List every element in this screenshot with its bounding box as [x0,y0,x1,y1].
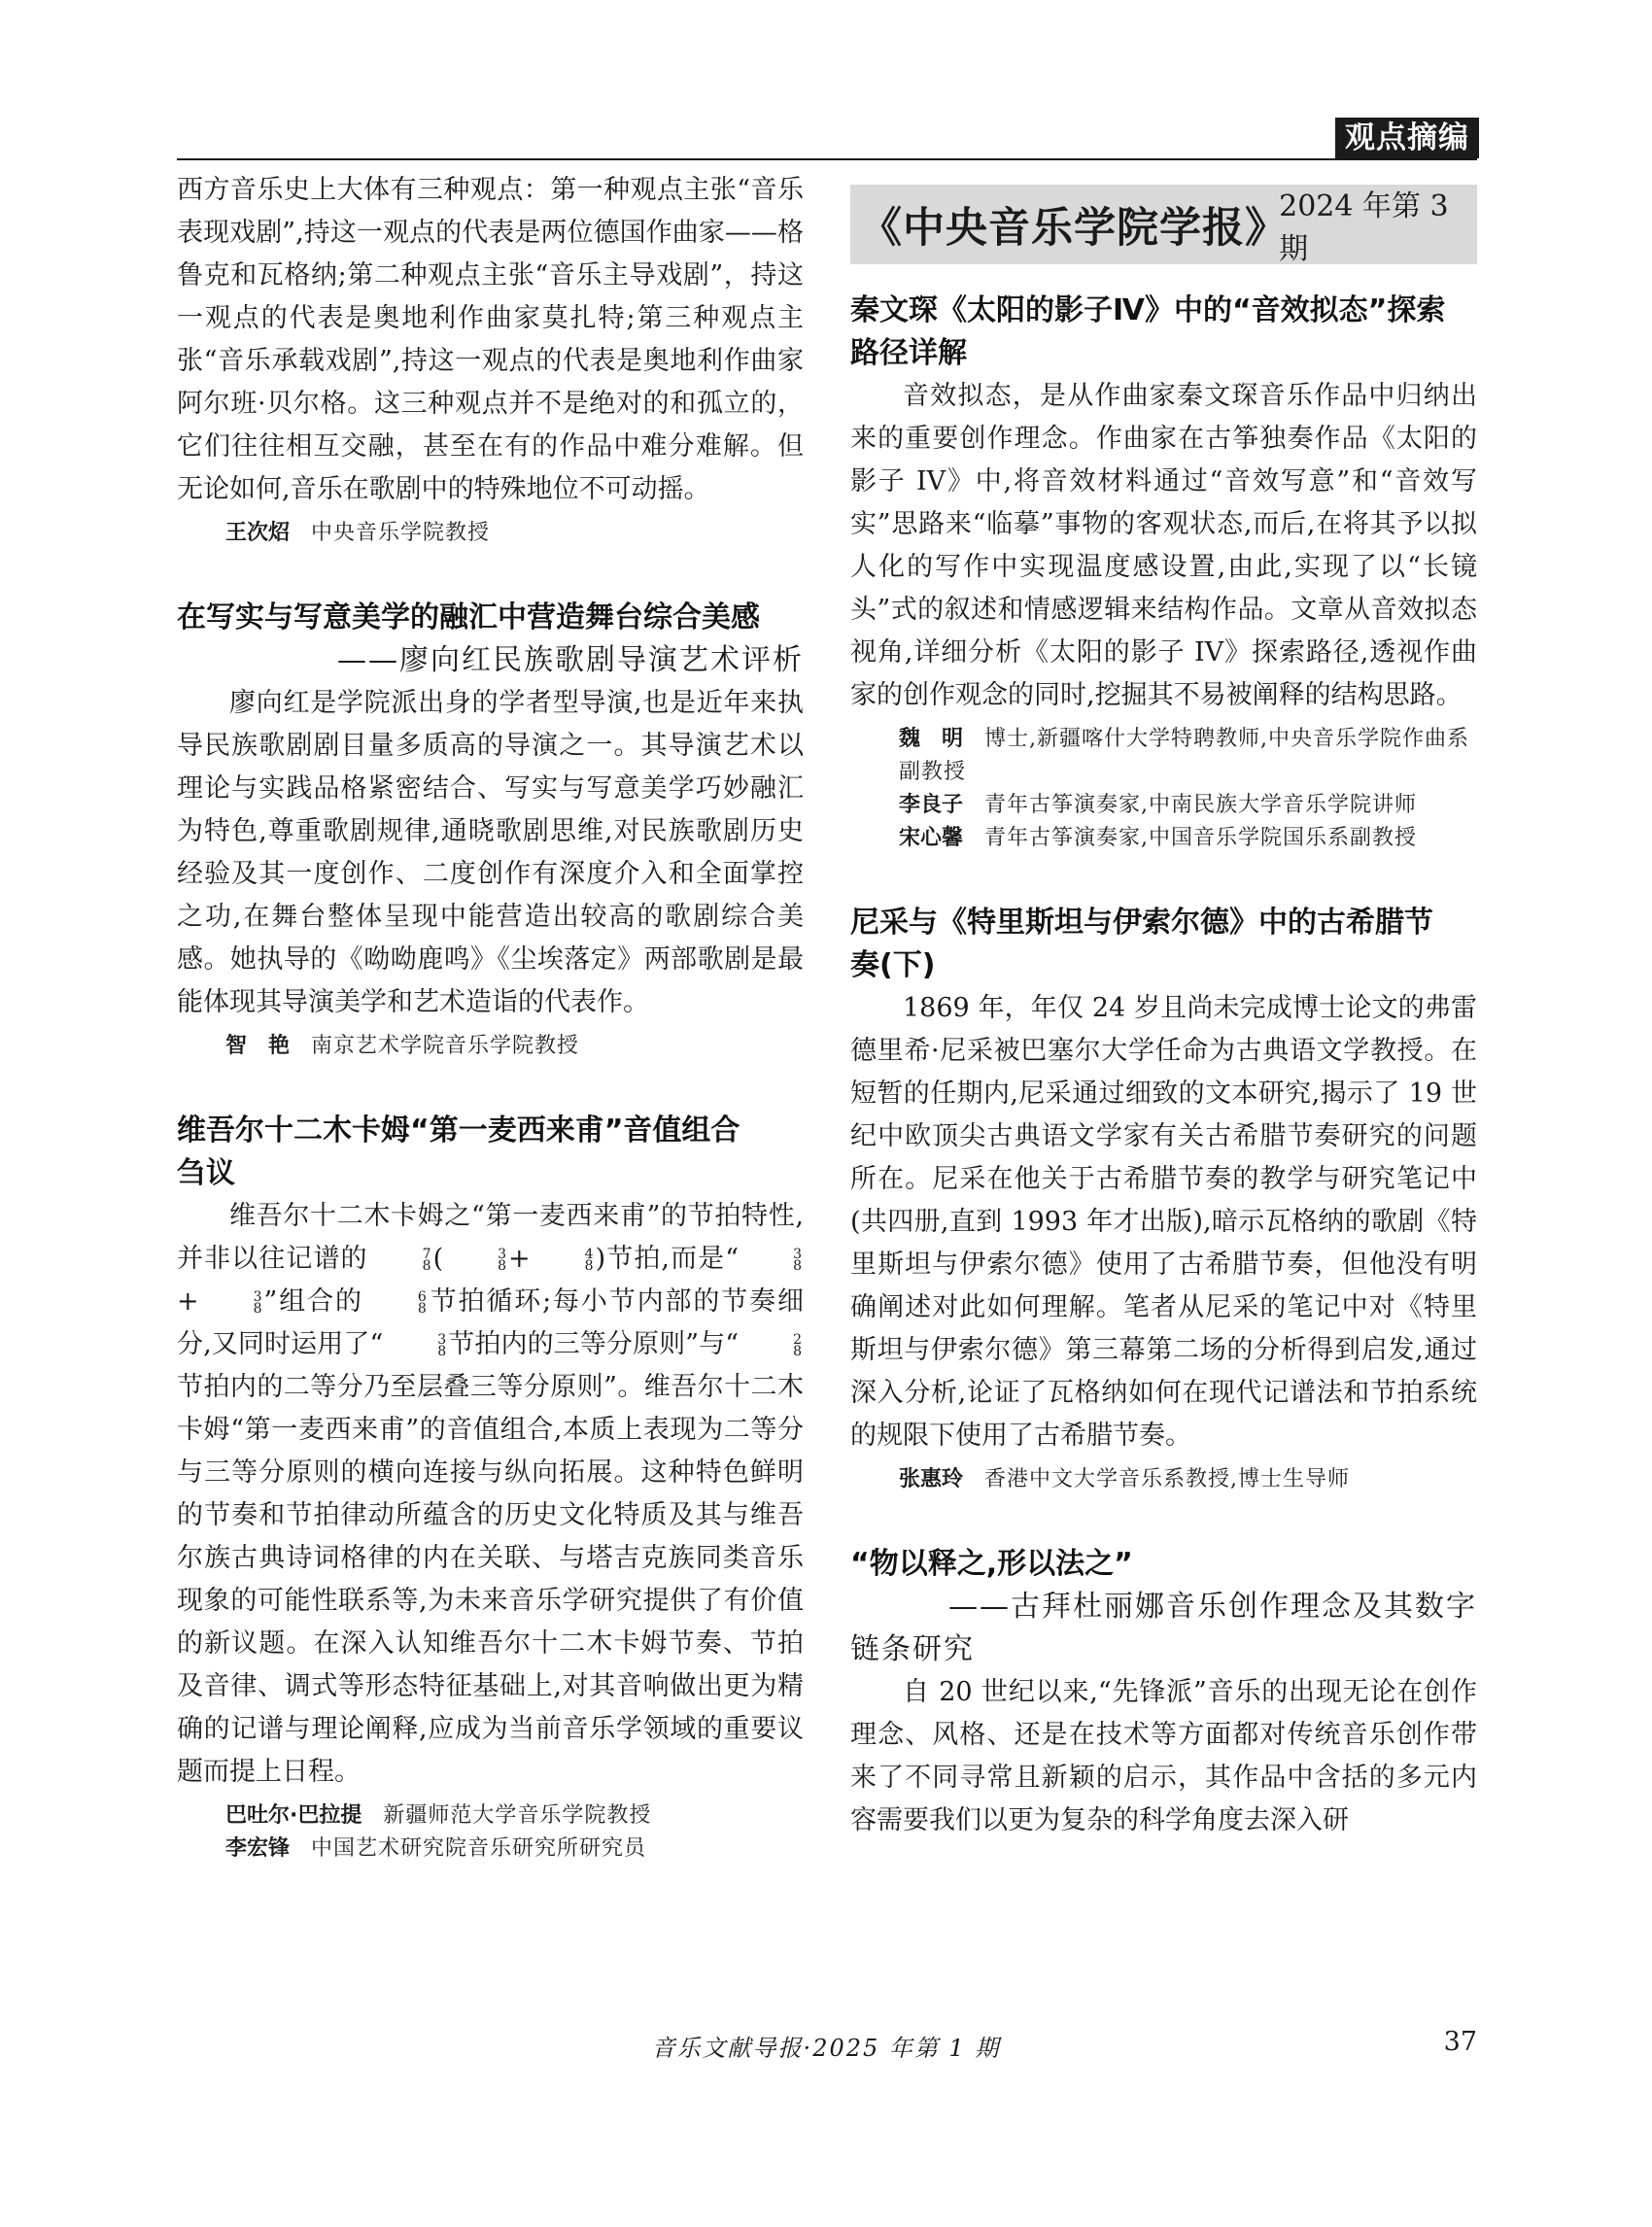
top-rule [177,158,1477,160]
author-affiliation: 香港中文大学音乐系教授,博士生导师 [984,1467,1351,1491]
fraction-2-8: 2 8 [793,1331,802,1359]
author-affiliation: 博士,新疆喀什大学特聘教师,中央音乐学院作曲系副教授 [899,727,1470,784]
fraction-3-8: 3 8 [253,1288,262,1317]
author-affiliation: 中国艺术研究院音乐研究所研究员 [311,1836,647,1861]
article-muqam [177,1110,804,1866]
article-subtitle: ——古拜杜丽娜音乐创作理念及其数字 [948,1590,1477,1624]
article-text: 1869 年，年仅 24 岁且尚未完成博士论文的弗雷德里希·尼采被巴塞尔大学任命为古典语文学教授。在短暂的任期内,尼采通过细致的文本研究,揭示了 19 世纪中欧顶尖古典语文学家有关古希腊节奏研究的问题所在。尼采在他关于古希腊节奏的教学与研究笔记中(共四册,直到 1993 年才出版),暗示瓦格纳的歌剧《特里斯坦与伊索尔德》使用了古希腊节奏，但他没有明确阐述对此如何理解。笔者从尼采的笔记中对《特里斯坦与伊索尔德》第三幕第二场的分析得到启发,通过深入分析,论证了瓦格纳如何在现代记谱法和节拍系统的规限下使用了古希腊节奏。 [850,993,1477,1451]
article-text: 音效拟态，是从作曲家秦文琛音乐作品中归纳出来的重要创作理念。作曲家在古筝独奏作品《太阳的影子 IV》中,将音效材料通过“音效写意”和“音效写实”思路来“临摹”事物的客观状态,而后,在将其予以拟人化的写作中实现温度感设置,由此,实现了以“长镜头”式的叙述和情感逻辑来结构作品。文章从音效拟态视角,详细分析《太阳的影子 IV》探索路径,透视作曲家的创作观念的同时,挖掘其不易被阐释的结构思路。 [850,381,1477,710]
article-text: 自 20 世纪以来,“先锋派”音乐的出现无论在创作理念、风格、还是在技术等方面都对传统音乐创作带来了不同寻常且新颖的启示，其作品中含括的多元内容需要我们以更为复杂的科学角度去深入研 [850,1677,1477,1835]
article-text: 廖向红是学院派出身的学者型导演,也是近年来执导民族歌剧剧目量多质高的导演之一。其导演艺术以理论与实践品格紧密结合、写实与写意美学巧妙融汇为特色,尊重歌剧规律,通晓歌剧思维,对民族歌剧历史经验及其一度创作、二度创作有深度介入和全面掌控之功,在舞台整体呈现中能营造出较高的歌剧综合美感。她执导的《呦呦鹿鸣》《尘埃落定》两部歌剧是最能体现其导演美学和艺术造诣的代表作。 [177,688,804,1017]
author-line [177,1030,804,1063]
author-name: 宋心馨 [899,826,964,850]
article-title: 尼采与《特里斯坦与伊索尔德》中的古希腊节 奏(下) [850,906,1433,982]
article-subtitle: ——廖向红民族歌剧导演艺术评析 [337,643,804,677]
author-name: 李良子 [899,793,964,817]
author-name: 李宏锋 [225,1836,291,1861]
author-affiliation: 青年古筝演奏家,中南民族大学音乐学院讲师 [984,793,1418,817]
author-line [850,822,1477,855]
left-column [177,169,804,1866]
fraction-4-8: 4 8 [584,1246,594,1274]
intro-article [177,169,804,550]
author-line [177,1799,804,1833]
article-title: 秦文琛《太阳的影子Ⅳ》中的“音效拟态”探索 路径详解 [850,293,1446,370]
article-title: 在写实与写意美学的融汇中营造舞台综合美感 [177,600,760,634]
fraction-7-8: 7 8 [422,1246,431,1274]
journal-name: 《中央音乐学院学报》 [860,203,1288,253]
article-opera-direction [177,597,804,1063]
author-line [850,1463,1477,1496]
intro-text: 西方音乐史上大体有三种观点：第一种观点主张“音乐表现戏剧”,持这一观点的代表是两位德国作曲家——格鲁克和瓦格纳;第二种观点主张“音乐主导戏剧”，持这一观点的代表是奥地利作曲家莫扎特;第三种观点主张“音乐承载戏剧”,持这一观点的代表是奥地利作曲家阿尔班·贝尔格。这三种观点并不是绝对的和孤立的，它们往往相互交融，甚至在有的作品中难分难解。但无论如何,音乐在歌剧中的特殊地位不可动摇。 [177,175,804,504]
author-line [177,517,804,550]
author-affiliation: 青年古筝演奏家,中国音乐学院国乐系副教授 [984,826,1418,850]
article-title: “物以释之,形以法之” [850,1547,1133,1581]
article-nietzsche [850,902,1477,1496]
author-affiliation: 南京艺术学院音乐学院教授 [311,1034,580,1058]
author-line [850,789,1477,822]
author-name: 巴吐尔·巴拉提 [225,1803,362,1828]
journal-issue: 2024 年第 3 期 [1279,189,1449,266]
author-name: 张惠玲 [899,1467,964,1491]
footer-journal: 音乐文献导报·2025 年第 1 期 [651,2035,1001,2062]
fraction-3-8: 3 8 [437,1331,447,1359]
article-text: 维吾尔十二木卡姆之“第一麦西来甫”的节拍特性,并非以往记谱的 7 8 ( 3 8 + 4 8 )节拍,而是“ 3 8 + 3 8 ”组合的 6 8 节拍循环;每小节内部的节奏细分,又同时运用了“ 3 8 节拍内的三等分原则”与“ 2 8 节拍内的二等分乃至层叠三等分原则”。维吾尔十二木卡姆“第一麦西来甫”的音值组合,本质上表现为二等分与三等分原则的横向连接与纵向拓展。这种特色鲜明的节奏和节拍律动所蕴含的历史文化特质及其与维吾尔族古典诗词格律的内在关联、与塔吉克族同类音乐现象的可能性联系等,为未来音乐学研究提供了有价值的新议题。在深入认知维吾尔十二木卡姆节奏、节拍及音律、调式等形态特征基础上,对其音响做出更为精确的记谱与理论阐释,应成为当前音乐学领域的重要议题而提上日程。 [177,1201,804,1787]
article-gubaidulina [850,1543,1477,1842]
section-tag: 观点摘编 [1335,118,1479,158]
author-name: 魏 明 [899,727,964,751]
article-subtitle: 链条研究 [850,1632,975,1666]
right-column [850,185,1477,1842]
article-title: 维吾尔十二木卡姆“第一麦西来甫”音值组合 刍议 [177,1114,740,1190]
page-number: 37 [1443,2027,1477,2057]
author-line [177,1833,804,1866]
fraction-3-8: 3 8 [498,1246,507,1274]
author-line [850,723,1477,789]
author-affiliation: 中央音乐学院教授 [311,521,491,545]
journal-header [850,185,1477,264]
fraction-6-8: 6 8 [417,1288,427,1317]
author-name: 王次炤 [225,521,291,545]
article-sound-mimicry [850,290,1477,855]
fraction-3-8: 3 8 [793,1246,802,1274]
author-affiliation: 新疆师范大学音乐学院教授 [383,1803,652,1828]
author-name: 智 艳 [225,1034,291,1058]
